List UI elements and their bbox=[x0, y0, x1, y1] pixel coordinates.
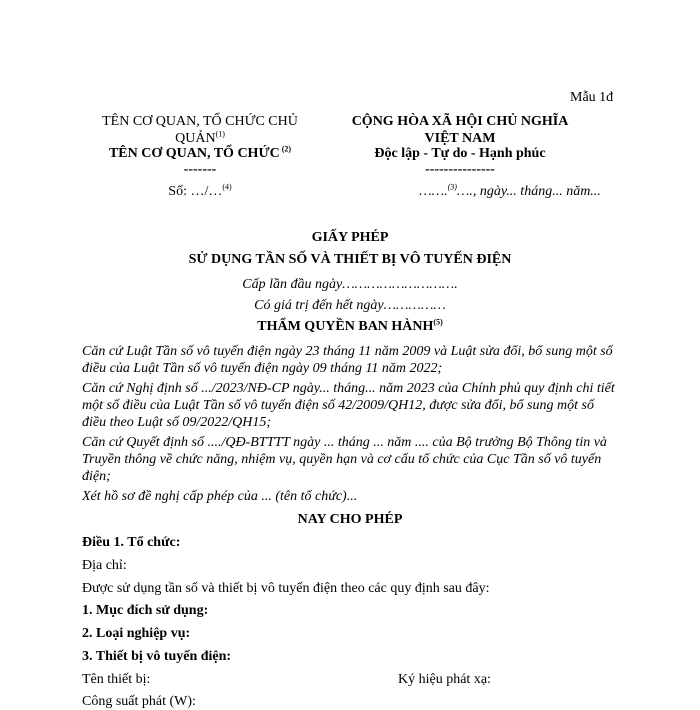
place-date-prefix: ……. bbox=[419, 184, 448, 199]
document-number bbox=[95, 184, 305, 200]
address-label: Địa chỉ: bbox=[82, 558, 127, 573]
agency-text: TÊN CƠ QUAN, TỔ CHỨC bbox=[108, 146, 280, 161]
form-code: Mẫu 1đ bbox=[570, 90, 614, 105]
nation-name: CỘNG HÒA XÃ HỘI CHỦ NGHĨA VIỆT NAM bbox=[351, 114, 569, 146]
document-subtitle: SỬ DỤNG TẦN SỐ VÀ THIẾT BỊ VÔ TUYẾN ĐIỆN bbox=[188, 252, 512, 267]
right-divider: --------------- bbox=[425, 162, 495, 177]
note-5-marker: (5) bbox=[433, 317, 443, 327]
device-name-label: Tên thiết bị: bbox=[82, 672, 151, 687]
note-4-marker: (4) bbox=[222, 182, 232, 192]
issue-date: Cấp lần đầu ngày………………………. bbox=[242, 277, 458, 292]
document-number-text: Số: …/… bbox=[168, 184, 223, 199]
allowed-use-text: Được sử dụng tần số và thiết bị vô tuyến điện theo các quy định sau đây: bbox=[82, 581, 490, 596]
parent-agency-name bbox=[95, 113, 305, 147]
valid-until: Có giá trị đến hết ngày…………… bbox=[254, 298, 446, 313]
left-divider: ------- bbox=[183, 162, 217, 177]
item-service-type: 2. Loại nghiệp vụ: bbox=[82, 626, 191, 641]
item-purpose: 1. Mục đích sử dụng: bbox=[82, 603, 209, 618]
article-1-heading: Điều 1. Tổ chức: bbox=[82, 535, 181, 550]
place-date-suffix: …., ngày... tháng... năm... bbox=[456, 184, 601, 199]
issuing-authority bbox=[0, 319, 700, 335]
parent-agency-text: TÊN CƠ QUAN, TỔ CHỨC CHỦ QUẢN bbox=[102, 114, 298, 146]
note-3-marker: (3) bbox=[447, 182, 457, 192]
item-radio-equipment: 3. Thiết bị vô tuyến điện: bbox=[82, 649, 232, 664]
legal-basis-1: Căn cứ Luật Tần số vô tuyến điện ngày 23 tháng 11 năm 2009 và Luật sửa đổi, bổ sung một số điều của Luật Tần số vô tuyến điện ngày 09 tháng 11 năm 2022; bbox=[82, 344, 613, 376]
application-review: Xét hồ sơ đề nghị cấp phép của ... (tên tổ chức)... bbox=[82, 489, 358, 504]
note-2-marker: (2) bbox=[279, 144, 292, 154]
place-date bbox=[395, 184, 625, 200]
legal-basis-2: Căn cứ Nghị định số .../2023/NĐ-CP ngày... tháng... năm 2023 của Chính phủ quy định chi tiết một số điều của Luật Tần số vô tuyến điện số 42/2009/QH12, được sửa đổi, bổ sung một số điều theo Luật số 09/2022/QH15; bbox=[82, 381, 615, 430]
issuing-authority-text: THẨM QUYỀN BAN HÀNH bbox=[257, 319, 434, 334]
emission-code-label: Ký hiệu phát xạ: bbox=[398, 672, 491, 687]
national-motto: Độc lập - Tự do - Hạnh phúc bbox=[374, 146, 546, 161]
legal-basis-3: Căn cứ Quyết định số ..../QĐ-BTTTT ngày ... tháng ... năm .... của Bộ trưởng Bộ Thông tin và Truyền thông về chức năng, nhiệm vụ, quyền hạn và cơ cấu tổ chức của Cục Tần số vô tuyến điện; bbox=[82, 435, 607, 484]
document-title: GIẤY PHÉP bbox=[311, 230, 389, 245]
transmit-power-label: Công suất phát (W): bbox=[82, 694, 196, 709]
note-1-marker: (1) bbox=[215, 129, 225, 139]
agency-name bbox=[95, 146, 305, 162]
permit-heading: NAY CHO PHÉP bbox=[297, 512, 403, 527]
